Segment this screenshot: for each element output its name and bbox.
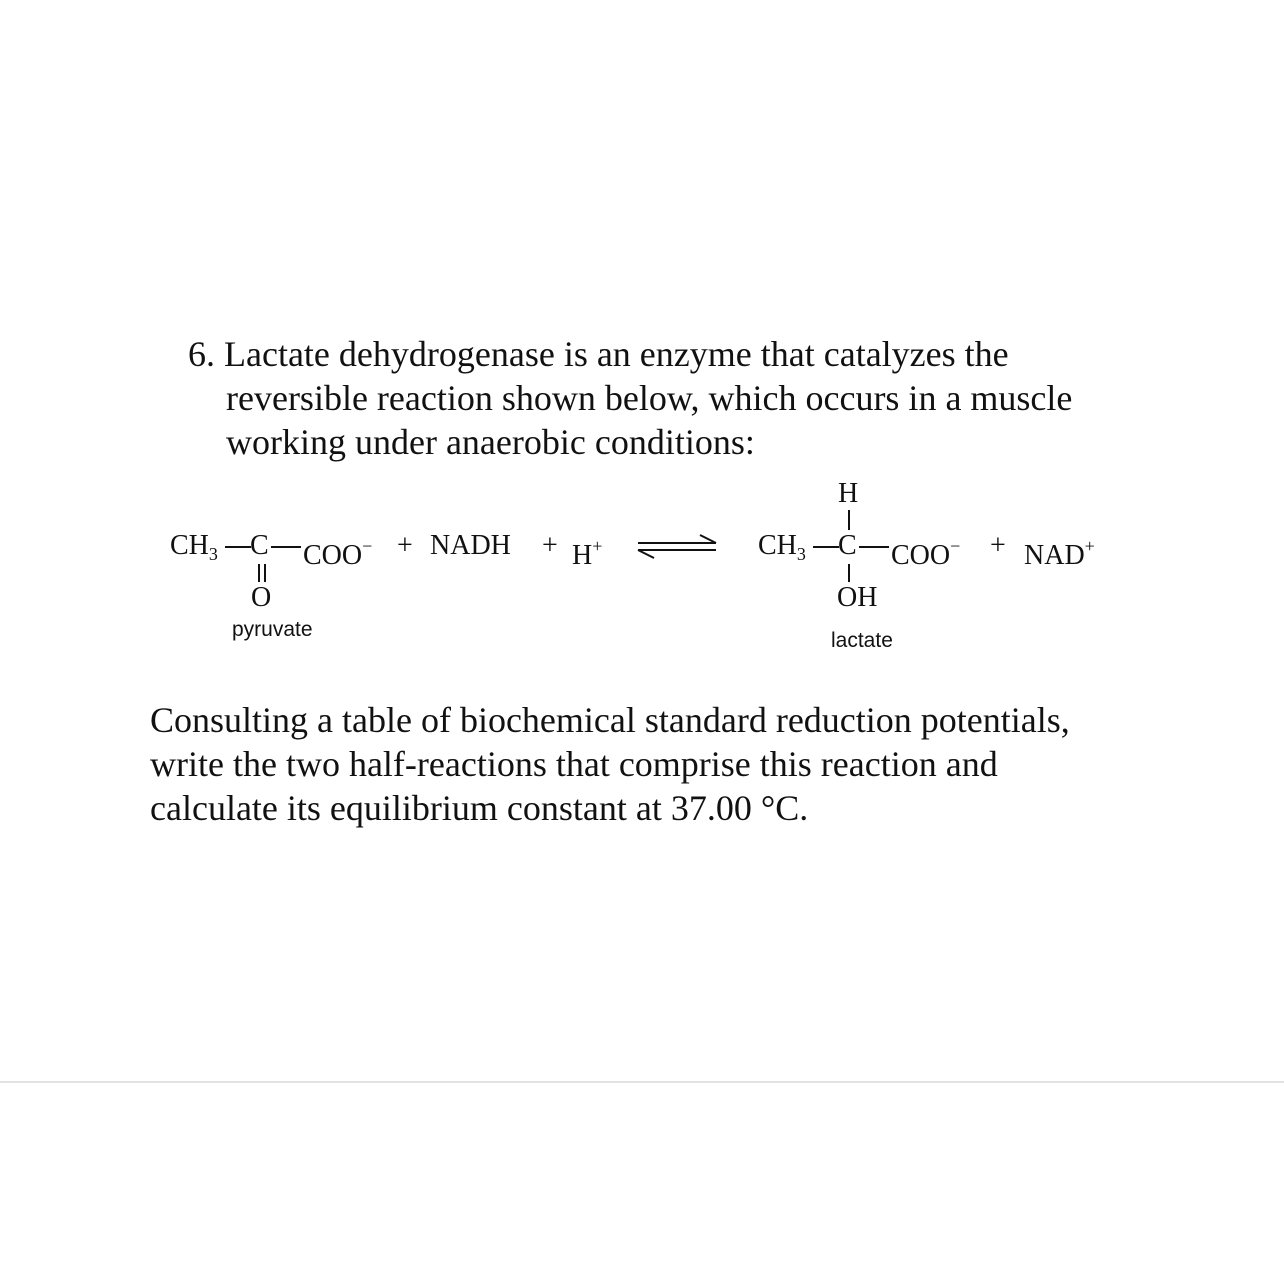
pyruvate-carbon: C <box>250 530 269 561</box>
pyruvate-carboxylate: COO− <box>303 536 373 571</box>
lactate-bond-ch3-c <box>813 546 839 548</box>
question-line-3: working under anaerobic conditions: <box>226 422 755 462</box>
pyruvate-bond-ch3-c <box>225 546 251 548</box>
lactate-carboxylate: COO− <box>891 536 961 571</box>
plus-sign-3: + <box>990 530 1006 561</box>
lactate-label: lactate <box>831 629 893 652</box>
plus-sign-2: + <box>542 530 558 561</box>
lactate-bond-c-oh <box>848 564 850 582</box>
plus-sign-1: + <box>397 530 413 561</box>
pyruvate-ch3: $CH_3$ <box>170 530 218 564</box>
pyruvate-double-bond-a <box>258 564 260 582</box>
lactate-carbon: C <box>838 530 857 561</box>
followup-line-2: write the two half-reactions that comprise this reaction and <box>150 744 998 784</box>
nadh: NADH <box>430 530 511 561</box>
followup-line-3: calculate its equilibrium constant at 37.00 °C. <box>150 788 809 828</box>
page-divider <box>0 1081 1284 1083</box>
lactate-ch3: $CH_3$ <box>758 530 806 564</box>
pyruvate-bond-c-coo <box>271 546 301 548</box>
lactate-bond-c-coo <box>859 546 889 548</box>
followup-line-1: Consulting a table of biochemical standard reduction potentials, <box>150 700 1070 740</box>
pyruvate-label: pyruvate <box>232 618 313 641</box>
lactate-bond-c-h <box>848 510 850 530</box>
lactate-hydroxyl: OH <box>837 582 878 613</box>
pyruvate-double-bond-b <box>264 564 266 582</box>
proton: H+ <box>572 536 603 571</box>
lactate-hydrogen: H <box>838 478 859 509</box>
question-line-1: 6. Lactate dehydrogenase is an enzyme that catalyzes the <box>188 334 1009 374</box>
question-line-2: reversible reaction shown below, which occurs in a muscle <box>226 378 1073 418</box>
equilibrium-arrow-icon <box>636 532 718 562</box>
nad-plus: NAD+ <box>1024 536 1095 571</box>
pyruvate-oxygen: O <box>251 582 272 613</box>
